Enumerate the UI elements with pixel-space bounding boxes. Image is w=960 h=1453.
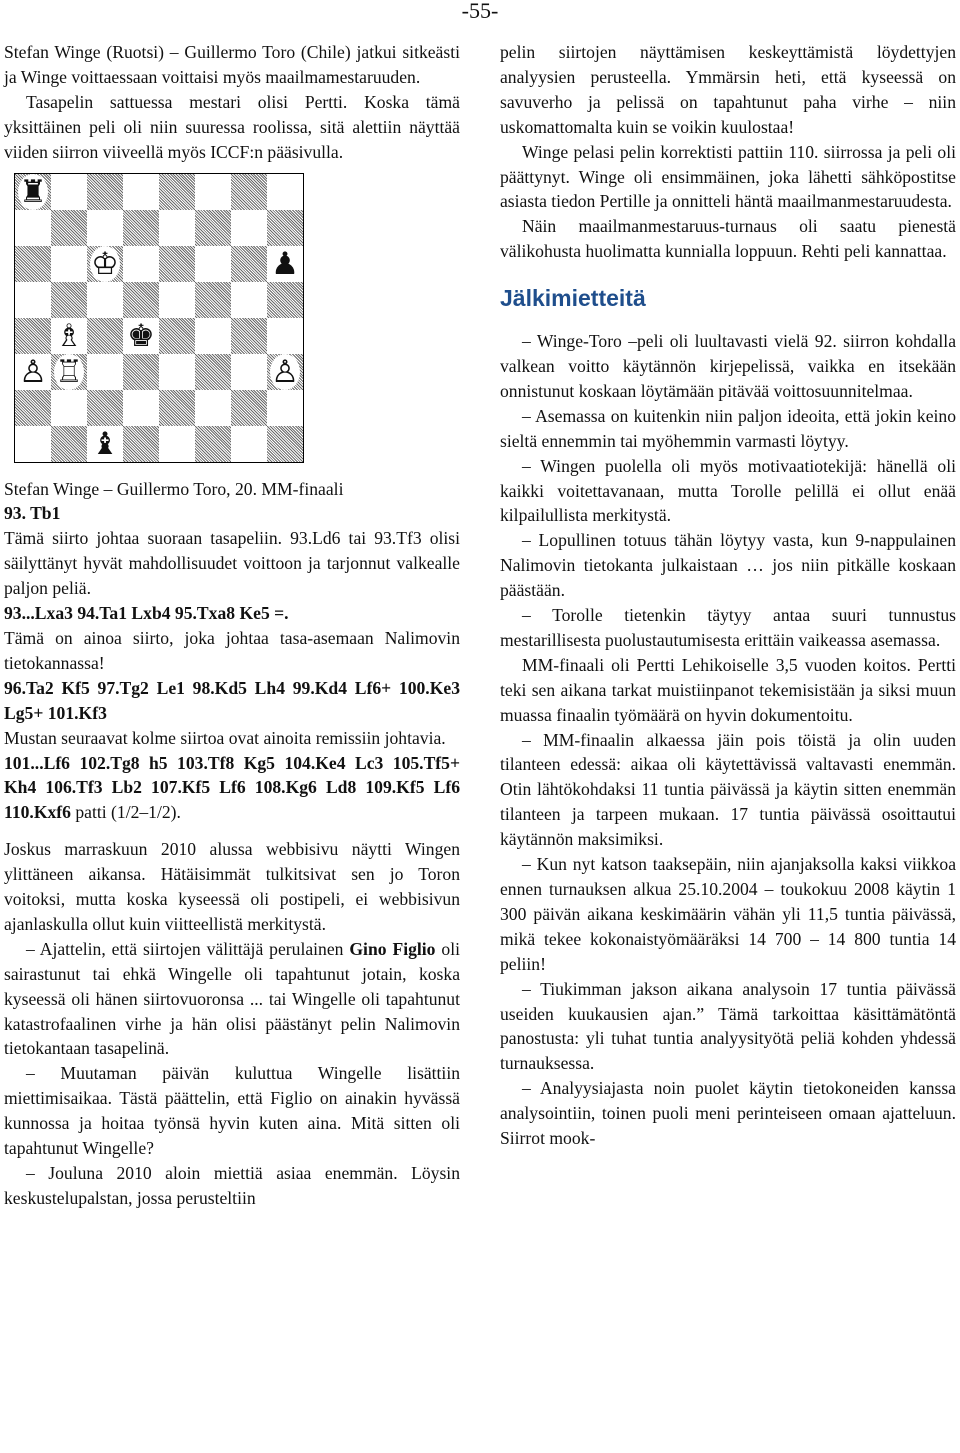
square-c8	[87, 174, 123, 210]
square-a3	[15, 354, 51, 390]
square-g1	[231, 426, 267, 462]
square-a1	[15, 426, 51, 462]
quote-9: – Analyysiajasta noin puolet käytin tietokoneiden kanssa analysointiin, toinen puoli meni perinteiseen omaan ajatteluun. Siirrot mook-	[500, 1078, 956, 1149]
square-a2	[15, 390, 51, 426]
white-rook-piece: ♖	[55, 353, 83, 390]
square-b5	[51, 282, 87, 318]
square-g8	[231, 174, 267, 210]
square-f6	[195, 246, 231, 282]
comment-2: Tämä on ainoa siirto, joka johtaa tasa-asemaan Nalimovin tietokannassa!	[4, 627, 460, 673]
white-bishop-piece: ♗	[55, 317, 83, 354]
square-g5	[231, 282, 267, 318]
paragraph-1: Joskus marraskuun 2010 alussa webbisivu näytti Wingen ylittäneen aikansa. Hätäisimmät tulkitsivat sen jo Toron voitoksi, mutta koska kyseessä oli postipeli, ei webbisivun ajanlaskulla ollut kuin viitteellistä merkitystä.	[4, 839, 460, 934]
right-column	[500, 40, 956, 1151]
diagram-caption: Stefan Winge – Guillermo Toro, 20. MM-finaali	[4, 478, 344, 499]
black-king-piece: ♚	[127, 317, 155, 354]
square-d5	[123, 282, 159, 318]
move-93: 93. Tb1	[4, 503, 61, 524]
black-rook-piece: ♜	[19, 173, 47, 210]
square-h7	[267, 210, 303, 246]
square-c1	[87, 426, 123, 462]
move-line-3-tail: patti (1/2–1/2).	[70, 802, 181, 823]
square-e1	[159, 426, 195, 462]
square-c4	[87, 318, 123, 354]
chess-diagram	[14, 173, 304, 463]
square-f5	[195, 282, 231, 318]
intro-paragraph-1: Stefan Winge (Ruotsi) – Guillermo Toro (Chile) jatkui sitkeästi ja Winge voittaessaan voittaisi myös maailmamestaruuden.	[4, 42, 460, 87]
square-h2	[267, 390, 303, 426]
quote-2: – Asemassa on kuitenkin niin paljon ideoita, että jokin keino sieltä ennemmin tai myöhemmin varmasti löytyy.	[500, 405, 956, 451]
page-number: -55-	[461, 0, 499, 23]
paragraph-3: – Muutaman päivän kuluttua Wingelle lisättiin miettimisaikaa. Tästä päättelin, että Figlio on ainakin hyvässä kunnossa ja hoitaa työnsä hyvin kuten aina. Mitä sitten oli tapahtunut Wingelle?	[4, 1063, 460, 1159]
paragraph-2-text-a: – Ajattelin, että siirtojen välittäjä perulainen	[26, 938, 350, 959]
square-b2	[51, 390, 87, 426]
square-d2	[123, 390, 159, 426]
move-line-1: 93...Lxa3 94.Ta1 Lxb4 95.Txa8 Ke5 =.	[4, 603, 289, 624]
square-a4	[15, 318, 51, 354]
right-paragraph-2: Winge pelasi pelin korrektisti pattiin 110. siirrossa ja peli oli päättynyt. Winge oli ensimmäinen, joka lähetti sähköpostitse asiasta tiedon Pertille ja onnitteli häntä maailmanmestaruudesta.	[500, 141, 956, 212]
section-heading: Jälkimietteitä	[500, 285, 646, 312]
square-h8	[267, 174, 303, 210]
quote-1: – Winge-Toro –peli oli luultavasti vielä 92. siirron kohdalla valkean voitto käytännön kirjepelissä, vaikka en itsekään onnistunut koskaan löytämään pitävää voittosuunnitelmaa.	[500, 331, 956, 401]
square-d3	[123, 354, 159, 390]
square-e4	[159, 318, 195, 354]
move-line-3-wrap	[4, 751, 460, 826]
white-king-piece: ♔	[91, 245, 119, 282]
paragraph-4: – Jouluna 2010 aloin miettiä asiaa enemmän. Löysin keskustelupalstan, jossa perusteltiin	[4, 1163, 460, 1208]
square-c6	[87, 246, 123, 282]
square-a7	[15, 210, 51, 246]
square-f3	[195, 354, 231, 390]
square-c5	[87, 282, 123, 318]
square-g3	[231, 354, 267, 390]
square-a8	[15, 174, 51, 210]
white-pawn-piece: ♙	[19, 353, 47, 390]
square-b8	[51, 174, 87, 210]
black-pawn-piece: ♟	[271, 245, 299, 282]
square-d4	[123, 318, 159, 354]
square-d8	[123, 174, 159, 210]
square-f4	[195, 318, 231, 354]
square-e2	[159, 390, 195, 426]
square-e8	[159, 174, 195, 210]
square-c2	[87, 390, 123, 426]
square-b6	[51, 246, 87, 282]
square-g7	[231, 210, 267, 246]
quote-3: – Wingen puolella oli myös motivaatiotekijä: hänellä oli kaikki voitettavanaan, mutta Torolle pelillä ei ollut enää kilpailullista merkitystä.	[500, 455, 956, 526]
comment-3: Mustan seuraavat kolme siirtoa ovat ainoita remissiin johtavia.	[4, 727, 446, 748]
square-e7	[159, 210, 195, 246]
square-e5	[159, 282, 195, 318]
square-c3	[87, 354, 123, 390]
intro-paragraph-2: Tasapelin sattuessa mestari olisi Pertti. Koska tämä yksittäinen peli oli niin suuressa roolissa, sitä alettiin näyttää viiden siirron viiveellä myös ICCF:n pääsivulla.	[4, 91, 460, 162]
quote-8: – Tiukimman jakson aikana analysoin 17 tuntia päivässä useiden kuukausien ajan.” Tämä tarkoittaa käsittämätöntä panostusta: yli tuhat tuntia analyysityötä peliä kohden yhdessä turnauksessa.	[500, 978, 956, 1074]
square-b4	[51, 318, 87, 354]
paragraph-2	[4, 937, 460, 1062]
move-line-3: 101...Lf6 102.Tg8 h5 103.Tf8 Kg5 104.Ke4 Lc3 105.Tf5+ Kh4 106.Tf3 Lb2 107.Kf5 Lf6 108.Kg6 Ld8 109.Kf5 Lf6 110.Kxf6	[4, 752, 460, 823]
square-b7	[51, 210, 87, 246]
person-name: Gino Figlio	[349, 938, 436, 959]
square-d7	[123, 210, 159, 246]
square-b1	[51, 426, 87, 462]
square-h4	[267, 318, 303, 354]
square-f7	[195, 210, 231, 246]
move-line-2: 96.Ta2 Kf5 97.Tg2 Le1 98.Kd5 Lh4 99.Kd4 Lf6+ 100.Ke3 Lg5+ 101.Kf3	[4, 677, 460, 723]
white-pawn-piece: ♙	[271, 353, 299, 390]
square-e3	[159, 354, 195, 390]
quote-5: – Torolle tietenkin täytyy antaa suuri tunnustus mestarillisesta puolustautumisesta erittäin vaikeassa asemassa.	[500, 605, 956, 650]
square-d6	[123, 246, 159, 282]
paragraph-2-text-b: oli sairastunut tai ehkä Wingelle oli tapahtunut jotain, koska kyseessä oli hänen siirtovuoronsa ... tai Wingelle oli tapahtunut katastrofaalinen virhe ja hän olisi päästänyt pelin Nalimovin tietokantaan tasapelinä.	[4, 938, 460, 1059]
square-f2	[195, 390, 231, 426]
square-c7	[87, 210, 123, 246]
comment-1: Tämä siirto johtaa suoraan tasapeliin. 93.Ld6 tai 93.Tf3 olisi säilyttänyt hyvät mahdollisuudet voittoon ja tarjonnut valkealle paljon peliä.	[4, 528, 460, 599]
quote-7: – Kun nyt katson taaksepäin, niin ajanjaksolla kaksi viikkoa ennen turnauksen alkua 25.10.2004 – toukokuu 2008 käytin 1 300 päivän aikana keskimäärin vähän yli 11,5 tuntia päivässä, mikä tekee kokonaistyömääräksi 14 700 – 14 800 tuntia 14 peliin!	[500, 854, 956, 974]
square-d1	[123, 426, 159, 462]
square-h3	[267, 354, 303, 390]
square-f8	[195, 174, 231, 210]
square-h1	[267, 426, 303, 462]
quote-6: – MM-finaalin alkaessa jäin pois töistä ja olin uuden tilanteen edessä: aikaa oli käytettävissä valtavasti enemmän. Otin lähtökohdaksi 11 tuntia päivässä ja käytin sitten enemmän tilanteen ja tarpeen mukaan. 17 tuntia päivässä osoittautui käytännön maksimiksi.	[500, 729, 956, 850]
square-h5	[267, 282, 303, 318]
right-paragraph-4: MM-finaali oli Pertti Lehikoiselle 3,5 vuoden koitos. Pertti teki sen aikana tarkat muistiinpanot tekemisistään ja siksi muun muassa finaalin työmäärä on hyvin dokumentoitu.	[500, 654, 956, 725]
square-h6	[267, 246, 303, 282]
square-g2	[231, 390, 267, 426]
square-a5	[15, 282, 51, 318]
left-column	[4, 40, 460, 1211]
quote-4: – Lopullinen totuus tähän löytyy vasta, kun 9-nappulainen Nalimovin tietokanta julkaistaan … jos niin pitkälle koskaan päästään.	[500, 530, 956, 601]
square-a6	[15, 246, 51, 282]
square-f1	[195, 426, 231, 462]
square-e6	[159, 246, 195, 282]
square-g4	[231, 318, 267, 354]
square-g6	[231, 246, 267, 282]
square-b3	[51, 354, 87, 390]
chess-board	[15, 174, 303, 462]
right-paragraph-1: pelin siirtojen näyttämisen keskeyttämistä löydettyjen analyysien perusteella. Ymmärsin heti, että kyseessä on savuverho ja pelissä on tapahtunut paha virhe – niin uskomattomalta kuin se voikin kuulostaa!	[500, 42, 956, 137]
black-bishop-piece: ♝	[91, 425, 119, 462]
right-paragraph-3: Näin maailmanmestaruus-turnaus oli saatu pienestä välikohusta huolimatta kunnialla loppuun. Rehti peli kannattaa.	[500, 216, 956, 262]
